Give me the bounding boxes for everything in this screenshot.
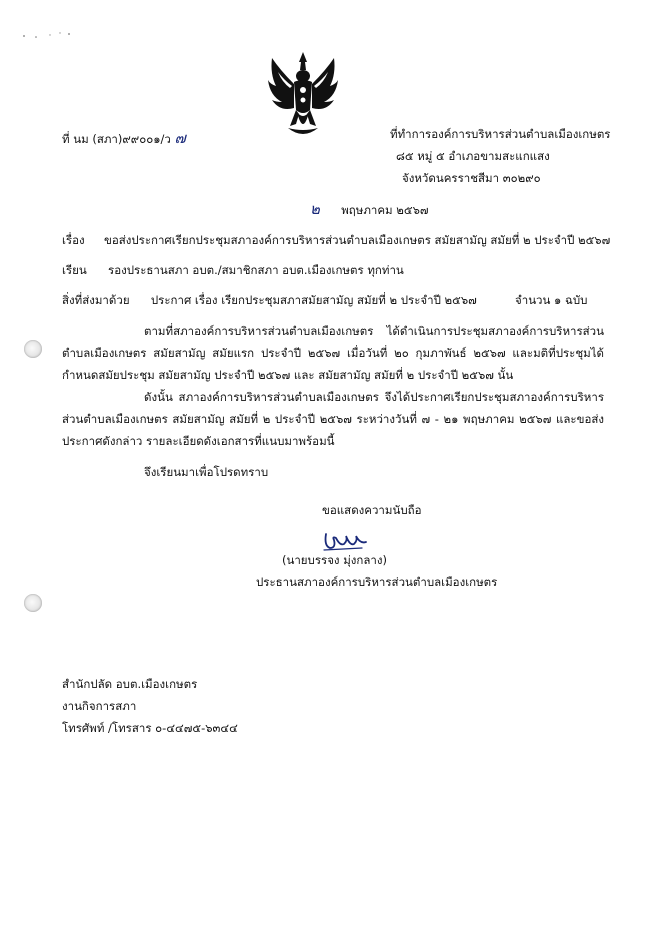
garuda-emblem-icon [266,50,340,138]
scan-smudge [20,30,72,44]
footer-office: สำนักปลัด อบต.เมืองเกษตร [62,677,198,691]
closing-sentence: จึงเรียนมาเพื่อโปรดทราบ [144,465,269,479]
reference-number-handwritten: ๗ [174,129,186,147]
recipient-line [62,262,404,280]
sender-address-line1: ที่ทำการองค์การบริหารส่วนตำบลเมืองเกษตร [390,127,611,141]
recipient-label: เรียน [62,263,87,277]
subject-label: เรื่อง [62,233,85,247]
reference-number: ที่ นม (สภา)๙๙๐๐๑/ว [62,132,171,146]
enclosure-label: สิ่งที่ส่งมาด้วย [62,293,130,307]
subject-line [62,232,610,250]
date-day-handwritten: ๒ [310,200,320,218]
body-paragraph-2: ดังนั้น สภาองค์การบริหารส่วนตำบลเมืองเกษตร จึงได้ประกาศเรียกประชุมสภาองค์การบริหารส่วนตำบลเมืองเกษตร สมัยสามัญ สมัยที่ ๒ ประจำปี ๒๕๖๗ ระหว่างวันที่ ๗ - ๒๑ พฤษภาคม ๒๕๖๗ และขอส่งประกาศดังกล่าว รายละเอียดดังเอกสารที่แนบมาพร้อมนี้ [62,390,604,448]
sender-address-line3: จังหวัดนครราชสีมา ๓๐๒๙๐ [402,171,541,185]
document-date: พฤษภาคม ๒๕๖๗ [341,203,429,217]
signatory-position: ประธานสภาองค์การบริหารส่วนตำบลเมืองเกษตร [256,575,498,589]
punch-hole-bottom [24,594,42,612]
body-paragraph-1: ตามที่สภาองค์การบริหารส่วนตำบลเมืองเกษตร ได้ดำเนินการประชุมสภาองค์การบริหารส่วนตำบลเมืองเกษตร สมัยสามัญ สมัยแรก ประจำปี ๒๕๖๗ เมื่อวันที่ ๒๐ กุมภาพันธ์ ๒๕๖๗ และมติที่ประชุมได้กำหนดสมัยประชุม สมัยสามัญ ประจำปี ๒๕๖๗ และ สมัยสามัญ สมัยที่ ๒ ประจำปี ๒๕๖๗ นั้น [62,324,604,382]
subject-text: ขอส่งประกาศเรียกประชุมสภาองค์การบริหารส่วนตำบลเมืองเกษตร สมัยสามัญ สมัยที่ ๒ ประจำปี ๒๕๖๗ [103,233,611,247]
enclosure-count: จำนวน ๑ ฉบับ [515,293,588,307]
enclosure-text: ประกาศ เรื่อง เรียกประชุมสภาสมัยสามัญ สมัยที่ ๒ ประจำปี ๒๕๖๗ [150,293,477,307]
footer-phone: โทรศัพท์ /โทรสาร ๐-๔๔๗๕-๖๓๔๔ [62,721,238,735]
footer-section: งานกิจการสภา [62,699,137,713]
recipient-text: รองประธานสภา อบต./สมาชิกสภา อบต.เมืองเกษตร ทุกท่าน [108,263,404,277]
signatory-name: (นายบรรจง มุ่งกลาง) [282,553,387,567]
sender-address-line2: ๘๕ หมู่ ๕ อำเภอขามสะแกแสง [396,149,550,163]
salutation: ขอแสดงความนับถือ [322,503,422,517]
enclosure-line [62,292,477,310]
handwritten-signature [322,528,368,554]
punch-hole-top [24,340,42,358]
